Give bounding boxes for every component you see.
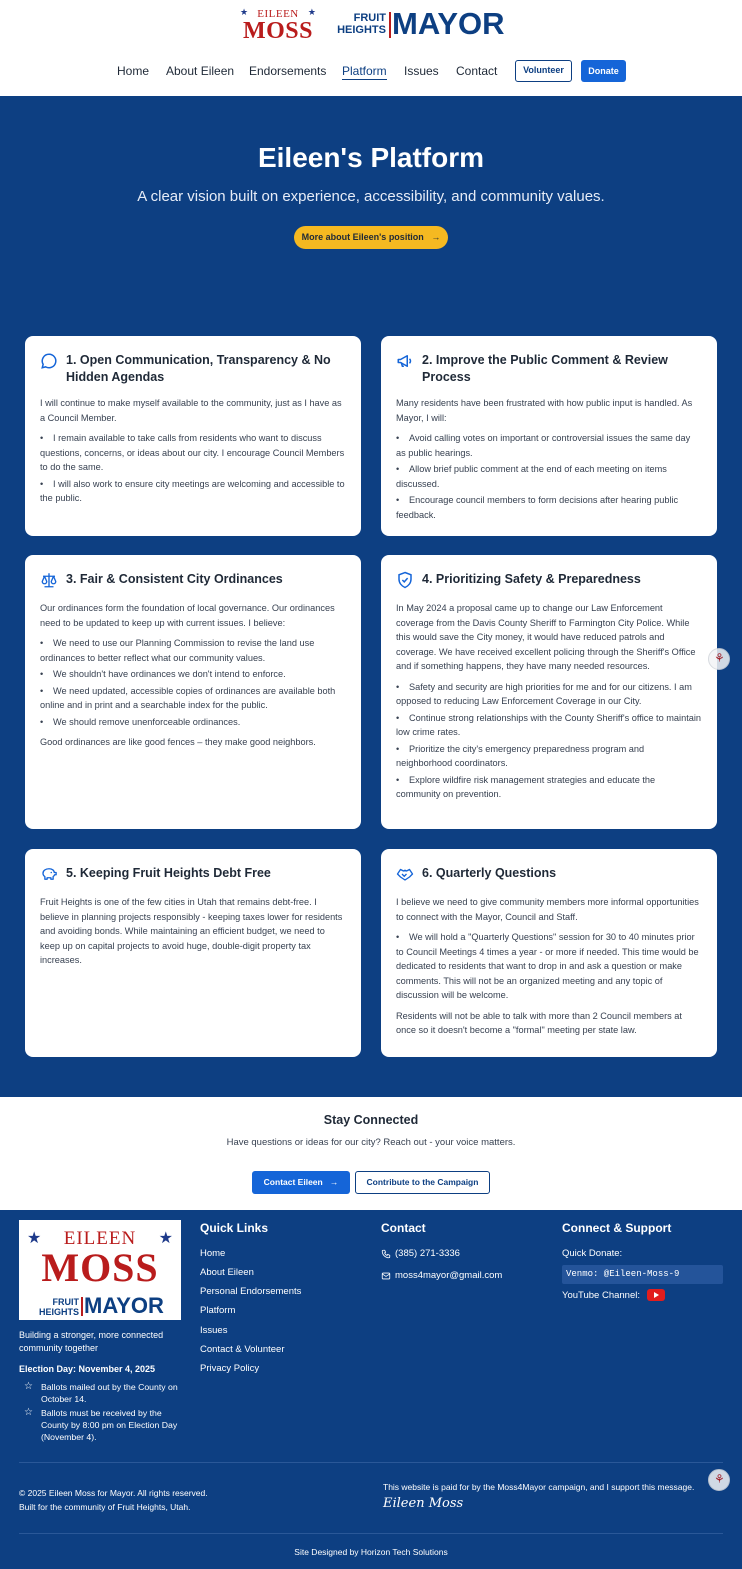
card-body bbox=[40, 601, 346, 750]
connect-support-title: Connect & Support bbox=[562, 1221, 672, 1235]
nav-endorsements[interactable]: Endorsements bbox=[249, 64, 327, 78]
card-body bbox=[396, 396, 702, 522]
election-day: Election Day: November 4, 2025 bbox=[19, 1364, 156, 1374]
logo-mayor: MAYOR bbox=[392, 6, 505, 41]
card-bullet-list bbox=[396, 930, 702, 1003]
list-item: • Encourage council members to form decisions after hearing public feedback. bbox=[396, 493, 702, 522]
donate-button[interactable]: Donate bbox=[581, 60, 626, 82]
chat-bubble-icon bbox=[40, 352, 58, 370]
platform-card bbox=[25, 555, 361, 829]
arrow-right-icon: → bbox=[431, 232, 441, 242]
handshake-icon bbox=[396, 865, 414, 883]
footer-divider bbox=[19, 1533, 723, 1534]
mail-icon bbox=[381, 1271, 391, 1281]
nav-about[interactable]: About Eileen bbox=[166, 64, 235, 78]
footer-link-contact[interactable]: Contact & Volunteer bbox=[200, 1344, 285, 1355]
piggy-bank-icon bbox=[40, 865, 58, 883]
youtube-icon[interactable] bbox=[647, 1289, 665, 1301]
card-outro: Residents will not be able to talk with more than 2 Council members at once so it doesn't become a "formal" meeting per state law. bbox=[396, 1010, 682, 1035]
list-item: • Avoid calling votes on important or controversial issues the same day as public hearings. bbox=[396, 431, 702, 460]
election-note: ☆ Ballots mailed out by the County on October 14. bbox=[24, 1381, 178, 1404]
platform-card bbox=[25, 849, 361, 1057]
site-header bbox=[0, 0, 742, 96]
arrow-right-icon: → bbox=[329, 1177, 339, 1187]
footer-link-issues[interactable]: Issues bbox=[200, 1325, 228, 1336]
nav-home[interactable]: Home bbox=[117, 64, 150, 78]
quick-links-title: Quick Links bbox=[200, 1221, 269, 1235]
pdf-reader-icon[interactable] bbox=[708, 1469, 730, 1491]
footer-link-home[interactable]: Home bbox=[200, 1248, 226, 1259]
logo-first-name: EILEEN bbox=[257, 8, 299, 20]
star-icon: ★ bbox=[240, 7, 249, 17]
logo-divider bbox=[81, 1297, 83, 1316]
star-outline-icon: ☆ bbox=[24, 1407, 33, 1418]
star-icon: ★ bbox=[307, 7, 316, 17]
logo-row bbox=[0, 6, 742, 46]
footer-link-endorsements[interactable]: Personal Endorsements bbox=[200, 1286, 302, 1297]
nav-contact[interactable]: Contact bbox=[456, 64, 498, 78]
main-nav bbox=[0, 60, 742, 84]
card-title: 2. Improve the Public Comment & Review Process bbox=[422, 353, 668, 384]
election-note: ☆ Ballots must be received by the County by 8:00 pm on Election Day (November 4). bbox=[24, 1407, 178, 1442]
list-item: • We shouldn't have ordinances we don't intend to enforce. bbox=[40, 667, 346, 682]
logo-divider bbox=[389, 12, 391, 38]
shield-check-icon bbox=[396, 571, 414, 589]
star-outline-icon: ☆ bbox=[24, 1381, 33, 1392]
list-item: • We need to use our Planning Commission to revise the land use ordinances to better reflect what our community values. bbox=[40, 636, 346, 665]
stay-connected-section bbox=[0, 1097, 742, 1210]
card-header bbox=[396, 352, 702, 386]
scales-icon bbox=[40, 571, 58, 589]
quick-donate-label: Quick Donate: bbox=[562, 1248, 623, 1259]
card-outro: Good ordinances are like good fences – they make good neighbors. bbox=[40, 737, 316, 747]
card-title: 4. Prioritizing Safety & Preparedness bbox=[422, 572, 641, 586]
list-item: • Allow brief public comment at the end of each meeting on items discussed. bbox=[396, 462, 702, 491]
footer-divider bbox=[19, 1462, 723, 1463]
contact-title: Contact bbox=[381, 1221, 426, 1235]
page-subtitle: A clear vision built on experience, accessibility, and community values. bbox=[137, 188, 605, 205]
list-item: • Safety and security are high priorities for me and for our citizens. I am opposed to reducing Law Enforcement Coverage in our City. bbox=[396, 680, 702, 709]
card-body bbox=[40, 895, 346, 968]
phone-icon bbox=[381, 1249, 391, 1259]
star-icon: ★ bbox=[27, 1230, 42, 1247]
card-header bbox=[396, 571, 702, 591]
fruit-heights-mayor-logo[interactable] bbox=[334, 6, 506, 46]
list-item: • We should remove unenforceable ordinances. bbox=[40, 715, 346, 730]
card-header bbox=[396, 865, 702, 885]
card-bullet-list bbox=[40, 636, 346, 729]
card-title: 3. Fair & Consistent City Ordinances bbox=[66, 572, 283, 586]
card-intro: Our ordinances form the foundation of local governance. Our ordinances need to be updated to keep up with current issues. I believe: bbox=[40, 603, 335, 628]
signature: Eileen Moss bbox=[383, 1496, 464, 1511]
footer-phone[interactable]: (385) 271-3336 bbox=[381, 1248, 460, 1259]
card-body bbox=[396, 601, 702, 802]
card-body bbox=[40, 396, 346, 506]
list-item: • Continue strong relationships with the County Sheriff's office to maintain low crime rates. bbox=[396, 711, 702, 740]
footer-logo[interactable] bbox=[19, 1220, 181, 1320]
card-body bbox=[396, 895, 702, 1038]
copyright: © 2025 Eileen Moss for Mayor. All rights reserved. Built for the community of Fruit Heights, Utah. bbox=[19, 1488, 208, 1512]
card-intro: Many residents have been frustrated with how public input is handled. As Mayor, I will: bbox=[396, 398, 693, 423]
card-header bbox=[40, 571, 346, 591]
footer-email[interactable]: moss4mayor@gmail.com bbox=[381, 1270, 502, 1281]
footer-link-platform[interactable]: Platform bbox=[200, 1305, 236, 1316]
star-icon: ★ bbox=[158, 1230, 173, 1247]
list-item: • Explore wildfire risk management strategies and educate the community on prevention. bbox=[396, 773, 702, 802]
list-item: • I remain available to take calls from residents who want to discuss questions, concerns, or ideas about our city. I encourage Council Members to do the same. bbox=[40, 431, 346, 475]
designed-by: Site Designed by Horizon Tech Solutions bbox=[294, 1547, 448, 1557]
logo-last-name: MOSS bbox=[242, 18, 313, 44]
card-intro: I believe we need to give community members more informal opportunities to connect with the Mayor, Council and Staff. bbox=[396, 897, 699, 922]
contact-eileen-button[interactable]: Contact Eileen → bbox=[252, 1171, 350, 1194]
platform-card bbox=[381, 336, 717, 536]
youtube-label: YouTube Channel: bbox=[562, 1290, 640, 1301]
card-header bbox=[40, 352, 346, 386]
card-header bbox=[40, 865, 346, 885]
card-title: 1. Open Communication, Transparency & No Hidden Agendas bbox=[66, 353, 331, 384]
card-bullet-list bbox=[396, 680, 702, 802]
logo-city: FRUIT HEIGHTS bbox=[337, 12, 386, 36]
contribute-button[interactable]: Contribute to the Campaign bbox=[355, 1171, 490, 1194]
card-title: 5. Keeping Fruit Heights Debt Free bbox=[66, 866, 271, 880]
list-item: • Prioritize the city's emergency preparedness program and neighborhood coordinators. bbox=[396, 742, 702, 771]
nav-platform[interactable]: Platform bbox=[342, 64, 387, 78]
venmo-handle[interactable]: Venmo: @Eileen-Moss-9 bbox=[562, 1265, 723, 1284]
platform-card bbox=[381, 849, 717, 1057]
card-intro: Fruit Heights is one of the few cities in Utah that remains debt-free. I believe in planning projects responsibly - keeping taxes lower for residents and avoiding bonds. While maintaining an efficient budget, we need to keep up on capital projects to avoid huge, double-digit property tax increases. bbox=[40, 897, 343, 965]
platform-card bbox=[381, 555, 717, 829]
pdf-reader-icon[interactable] bbox=[708, 648, 730, 670]
eileen-moss-logo[interactable] bbox=[240, 6, 316, 44]
list-item: • We need updated, accessible copies of ordinances are available both online and in print and a searchable index for the public. bbox=[40, 684, 346, 713]
footer-link-privacy[interactable]: Privacy Policy bbox=[200, 1363, 260, 1374]
logo-last-name: MOSS bbox=[41, 1245, 159, 1290]
logo-mayor: MAYOR bbox=[84, 1293, 164, 1318]
logo-city: FRUIT HEIGHTS bbox=[38, 1297, 79, 1317]
page-title: Eileen's Platform bbox=[257, 142, 485, 173]
stay-connected-subtitle: Have questions or ideas for our city? Reach out - your voice matters. bbox=[226, 1137, 516, 1148]
megaphone-icon bbox=[396, 352, 414, 370]
card-bullet-list bbox=[396, 431, 702, 522]
list-item: • I will also work to ensure city meetings are welcoming and accessible to the public. bbox=[40, 477, 346, 506]
footer-tagline: Building a stronger, more connected community together bbox=[19, 1330, 164, 1353]
list-item: • We will hold a "Quarterly Questions" session for 30 to 40 minutes prior to Council Meetings 4 times a year - or more if needed. This time would be dedicated to residents that want to drop in and ask a question or make comments. This will not be an organized meeting and any topic of discussion will be welcome. bbox=[396, 930, 702, 1003]
volunteer-button[interactable]: Volunteer bbox=[515, 60, 572, 82]
card-intro: I will continue to make myself available to the community, just as I have as a Council Member. bbox=[40, 398, 342, 423]
stay-connected-title: Stay Connected bbox=[323, 1113, 419, 1127]
card-title: 6. Quarterly Questions bbox=[422, 866, 557, 880]
logo-first-name: EILEEN bbox=[63, 1228, 137, 1249]
card-bullet-list bbox=[40, 431, 346, 506]
more-position-button[interactable]: More about Eileen's position → bbox=[294, 226, 448, 249]
card-intro: In May 2024 a proposal came up to change our Law Enforcement coverage from the Davis County Sheriff to Farmington City Police. While this would save the City money, it would have reduced patrols and coverage. We have received excellent policing through the Sheriff's Office and if something happens, they have many needed resources. bbox=[396, 603, 696, 671]
paid-for-notice: This website is paid for by the Moss4Mayor campaign, and I support this message. bbox=[383, 1482, 695, 1492]
platform-card bbox=[25, 336, 361, 536]
footer-link-about[interactable]: About Eileen bbox=[200, 1267, 254, 1278]
nav-issues[interactable]: Issues bbox=[404, 64, 439, 78]
